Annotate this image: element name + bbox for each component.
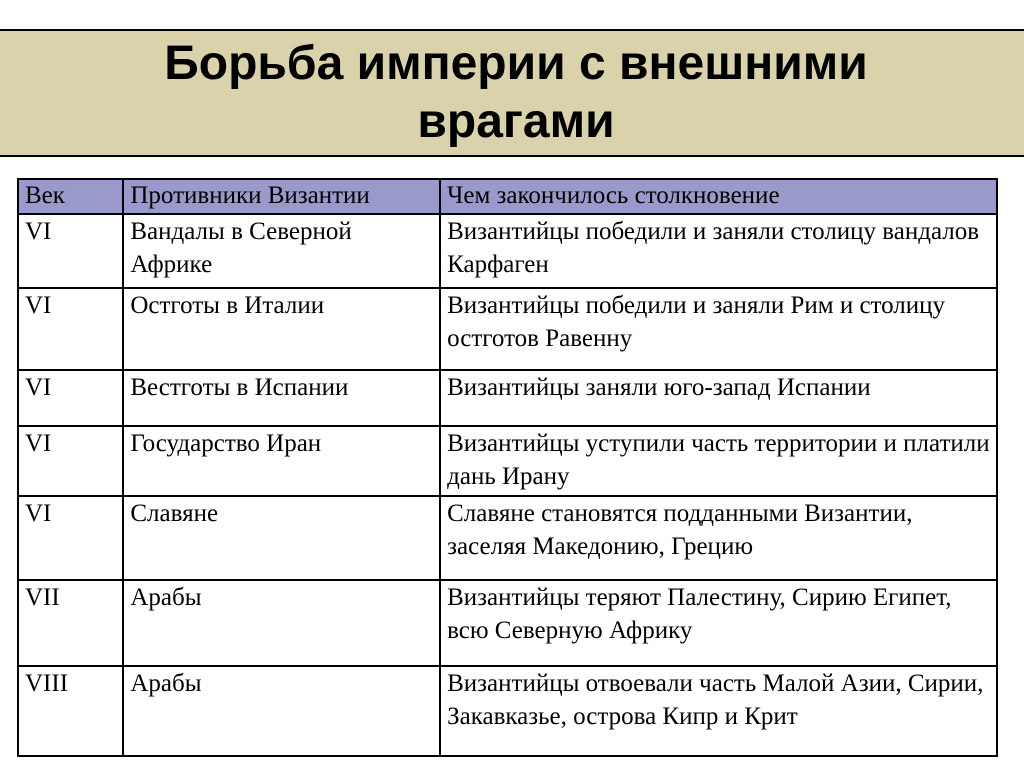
cell-age: VI <box>18 496 123 580</box>
cell-age: VI <box>18 288 123 370</box>
cell-age: VIII <box>18 666 123 756</box>
table-row <box>18 666 997 756</box>
cell-outcome: Славяне становятся подданными Византии, заселяя Македонию, Грецию <box>440 496 997 580</box>
cell-enemy: Арабы <box>123 580 440 666</box>
title-band <box>0 29 1024 157</box>
cell-outcome: Византийцы теряют Палестину, Сирию Египет, всю Северную Африку <box>440 580 997 666</box>
cell-outcome: Византийцы отвоевали часть Малой Азии, Сирии, Закавказье, острова Кипр и Крит <box>440 666 997 756</box>
table-row <box>18 288 997 370</box>
header-enemies: Противники Византии <box>123 179 440 214</box>
table-row <box>18 580 997 666</box>
byzantine-wars-table <box>17 178 998 757</box>
cell-outcome: Византийцы победили и заняли Рим и столицу остготов Равенну <box>440 288 997 370</box>
table-row <box>18 496 997 580</box>
cell-outcome: Византийцы уступили часть территории и платили дань Ирану <box>440 426 997 496</box>
cell-enemy: Славяне <box>123 496 440 580</box>
cell-enemy: Вестготы в Испании <box>123 370 440 426</box>
cell-enemy: Вандалы в Северной Африке <box>123 214 440 288</box>
cell-enemy: Государство Иран <box>123 426 440 496</box>
cell-age: VI <box>18 214 123 288</box>
cell-age: VI <box>18 370 123 426</box>
header-outcome: Чем закончилось столкновение <box>440 179 997 214</box>
header-age: Век <box>18 179 123 214</box>
slide-title: Борьба империи с внешними врагами <box>164 37 868 148</box>
cell-outcome: Византийцы победили и заняли столицу вандалов Карфаген <box>440 214 997 288</box>
table-row <box>18 370 997 426</box>
cell-age: VII <box>18 580 123 666</box>
cell-enemy: Остготы в Италии <box>123 288 440 370</box>
table-row <box>18 426 997 496</box>
table-header-row <box>18 179 997 214</box>
cell-outcome: Византийцы заняли юго-запад Испании <box>440 370 997 426</box>
table-row <box>18 214 997 288</box>
cell-enemy: Арабы <box>123 666 440 756</box>
cell-age: VI <box>18 426 123 496</box>
